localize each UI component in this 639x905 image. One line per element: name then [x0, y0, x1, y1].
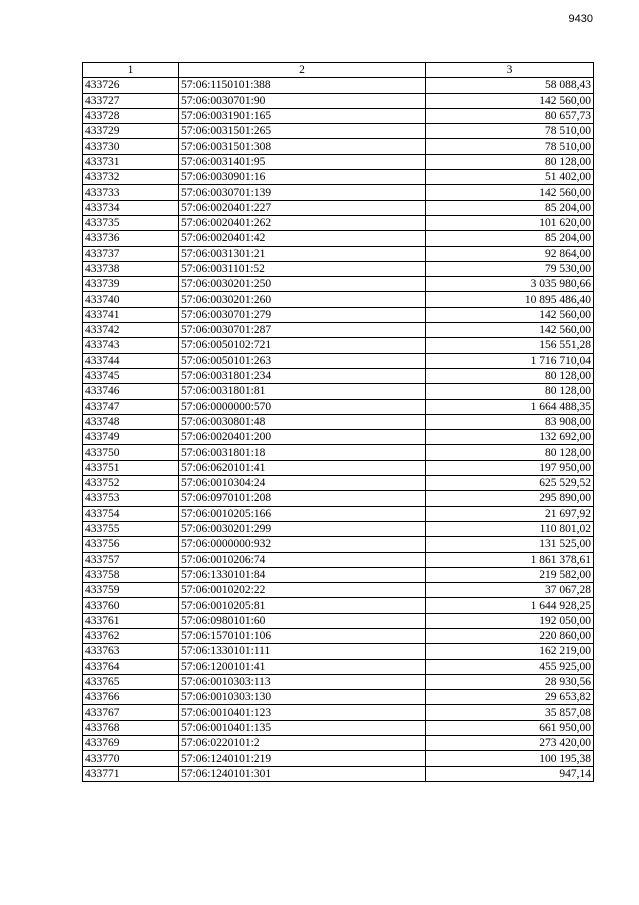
row-number-cell: 433739	[83, 277, 179, 292]
table-row	[83, 598, 594, 613]
row-number-cell: 433730	[83, 139, 179, 154]
value-cell: 85 204,00	[426, 231, 594, 246]
cadastral-number-cell: 57:06:0000000:570	[179, 399, 426, 414]
table-row	[83, 720, 594, 735]
row-number-cell: 433762	[83, 628, 179, 643]
cadastral-number-cell: 57:06:1240101:219	[179, 751, 426, 766]
value-cell: 78 510,00	[426, 124, 594, 139]
table-body	[83, 78, 594, 782]
row-number-cell: 433736	[83, 231, 179, 246]
value-cell: 273 420,00	[426, 736, 594, 751]
cadastral-number-cell: 57:06:0010205:166	[179, 506, 426, 521]
cadastral-number-cell: 57:06:0050101:263	[179, 353, 426, 368]
cadastral-number-cell: 57:06:0031401:95	[179, 154, 426, 169]
table-row	[83, 246, 594, 261]
table-row	[83, 170, 594, 185]
table-row	[83, 368, 594, 383]
row-number-cell: 433726	[83, 78, 179, 93]
value-cell: 10 895 486,40	[426, 292, 594, 307]
row-number-cell: 433731	[83, 154, 179, 169]
table-row	[83, 674, 594, 689]
value-cell: 162 219,00	[426, 644, 594, 659]
cadastral-number-cell: 57:06:0620101:41	[179, 460, 426, 475]
row-number-cell: 433734	[83, 200, 179, 215]
row-number-cell: 433732	[83, 170, 179, 185]
row-number-cell: 433735	[83, 215, 179, 230]
cadastral-number-cell: 57:06:0020401:42	[179, 231, 426, 246]
row-number-cell: 433750	[83, 445, 179, 460]
value-cell: 1 644 928,25	[426, 598, 594, 613]
cadastral-number-cell: 57:06:0010401:135	[179, 720, 426, 735]
table-row	[83, 644, 594, 659]
row-number-cell: 433756	[83, 537, 179, 552]
table-row	[83, 552, 594, 567]
table-row	[83, 185, 594, 200]
value-cell: 35 857,08	[426, 705, 594, 720]
table-row	[83, 353, 594, 368]
table-row	[83, 659, 594, 674]
row-number-cell: 433761	[83, 613, 179, 628]
cadastral-number-cell: 57:06:0030201:250	[179, 277, 426, 292]
value-cell: 37 067,28	[426, 583, 594, 598]
row-number-cell: 433748	[83, 414, 179, 429]
table-row	[83, 93, 594, 108]
table-row	[83, 231, 594, 246]
cadastral-number-cell: 57:06:0010303:113	[179, 674, 426, 689]
table-row	[83, 491, 594, 506]
row-number-cell: 433754	[83, 506, 179, 521]
row-number-cell: 433749	[83, 430, 179, 445]
value-cell: 142 560,00	[426, 307, 594, 322]
cadastral-number-cell: 57:06:0030701:287	[179, 323, 426, 338]
value-cell: 101 620,00	[426, 215, 594, 230]
value-cell: 80 128,00	[426, 384, 594, 399]
row-number-cell: 433759	[83, 583, 179, 598]
value-cell: 156 551,28	[426, 338, 594, 353]
row-number-cell: 433747	[83, 399, 179, 414]
row-number-cell: 433728	[83, 108, 179, 123]
cadastral-number-cell: 57:06:0010202:22	[179, 583, 426, 598]
value-cell: 83 908,00	[426, 414, 594, 429]
value-cell: 80 657,73	[426, 108, 594, 123]
table-row	[83, 200, 594, 215]
cadastral-number-cell: 57:06:0000000:932	[179, 537, 426, 552]
page-number: 9430	[568, 13, 593, 25]
row-number-cell: 433755	[83, 521, 179, 536]
value-cell: 1 861 378,61	[426, 552, 594, 567]
table-row	[83, 399, 594, 414]
table-row	[83, 751, 594, 766]
cadastral-number-cell: 57:06:0010304:24	[179, 476, 426, 491]
cadastral-number-cell: 57:06:1240101:301	[179, 766, 426, 781]
cadastral-number-cell: 57:06:0020401:227	[179, 200, 426, 215]
cadastral-number-cell: 57:06:0031801:234	[179, 368, 426, 383]
value-cell: 192 050,00	[426, 613, 594, 628]
table-row	[83, 690, 594, 705]
cadastral-number-cell: 57:06:0030701:279	[179, 307, 426, 322]
value-cell: 80 128,00	[426, 154, 594, 169]
value-cell: 131 525,00	[426, 537, 594, 552]
cadastral-number-cell: 57:06:0031301:21	[179, 246, 426, 261]
cadastral-number-cell: 57:06:0031901:165	[179, 108, 426, 123]
cadastral-number-cell: 57:06:0030801:48	[179, 414, 426, 429]
value-cell: 947,14	[426, 766, 594, 781]
row-number-cell: 433767	[83, 705, 179, 720]
row-number-cell: 433746	[83, 384, 179, 399]
value-cell: 58 088,43	[426, 78, 594, 93]
row-number-cell: 433763	[83, 644, 179, 659]
cadastral-number-cell: 57:06:0020401:200	[179, 430, 426, 445]
row-number-cell: 433769	[83, 736, 179, 751]
row-number-cell: 433745	[83, 368, 179, 383]
value-cell: 142 560,00	[426, 185, 594, 200]
row-number-cell: 433738	[83, 261, 179, 276]
table-row	[83, 430, 594, 445]
table-row	[83, 766, 594, 781]
row-number-cell: 433752	[83, 476, 179, 491]
table-row	[83, 307, 594, 322]
cadastral-number-cell: 57:06:0031501:308	[179, 139, 426, 154]
table-row	[83, 384, 594, 399]
value-cell: 51 402,00	[426, 170, 594, 185]
value-cell: 219 582,00	[426, 567, 594, 582]
row-number-cell: 433760	[83, 598, 179, 613]
value-cell: 197 950,00	[426, 460, 594, 475]
value-cell: 220 860,00	[426, 628, 594, 643]
table-row	[83, 537, 594, 552]
header-col-3: 3	[426, 63, 594, 78]
row-number-cell: 433727	[83, 93, 179, 108]
value-cell: 21 697,92	[426, 506, 594, 521]
row-number-cell: 433758	[83, 567, 179, 582]
cadastral-number-cell: 57:06:0031801:81	[179, 384, 426, 399]
row-number-cell: 433765	[83, 674, 179, 689]
row-number-cell: 433751	[83, 460, 179, 475]
table-row	[83, 215, 594, 230]
cadastral-number-cell: 57:06:1330101:84	[179, 567, 426, 582]
table-header	[83, 63, 594, 78]
table-row	[83, 567, 594, 582]
value-cell: 142 560,00	[426, 93, 594, 108]
header-row	[83, 63, 594, 78]
row-number-cell: 433740	[83, 292, 179, 307]
table-row	[83, 460, 594, 475]
value-cell: 3 035 980,66	[426, 277, 594, 292]
row-number-cell: 433753	[83, 491, 179, 506]
header-col-2: 2	[179, 63, 426, 78]
value-cell: 132 692,00	[426, 430, 594, 445]
table-row	[83, 292, 594, 307]
cadastral-number-cell: 57:06:0010206:74	[179, 552, 426, 567]
cadastral-number-cell: 57:06:1570101:106	[179, 628, 426, 643]
cadastral-number-cell: 57:06:1150101:388	[179, 78, 426, 93]
cadastral-number-cell: 57:06:0020401:262	[179, 215, 426, 230]
table-row	[83, 139, 594, 154]
cadastral-number-cell: 57:06:1200101:41	[179, 659, 426, 674]
row-number-cell: 433757	[83, 552, 179, 567]
cadastral-number-cell: 57:06:0010401:123	[179, 705, 426, 720]
row-number-cell: 433743	[83, 338, 179, 353]
cadastral-number-cell: 57:06:0970101:208	[179, 491, 426, 506]
cadastral-number-cell: 57:06:0220101:2	[179, 736, 426, 751]
value-cell: 661 950,00	[426, 720, 594, 735]
table-row	[83, 445, 594, 460]
table-row	[83, 338, 594, 353]
table-row	[83, 583, 594, 598]
table-row	[83, 323, 594, 338]
value-cell: 1 664 488,35	[426, 399, 594, 414]
cadastral-number-cell: 57:06:0980101:60	[179, 613, 426, 628]
cadastral-number-cell: 57:06:0030901:16	[179, 170, 426, 185]
row-number-cell: 433741	[83, 307, 179, 322]
table-row	[83, 414, 594, 429]
row-number-cell: 433742	[83, 323, 179, 338]
value-cell: 455 925,00	[426, 659, 594, 674]
table-row	[83, 124, 594, 139]
row-number-cell: 433733	[83, 185, 179, 200]
table-row	[83, 277, 594, 292]
cadastral-number-cell: 57:06:0031501:265	[179, 124, 426, 139]
row-number-cell: 433771	[83, 766, 179, 781]
table-row	[83, 506, 594, 521]
value-cell: 110 801,02	[426, 521, 594, 536]
cadastral-number-cell: 57:06:0031801:18	[179, 445, 426, 460]
cadastral-number-cell: 57:06:0050102:721	[179, 338, 426, 353]
cadastral-number-cell: 57:06:0030201:260	[179, 292, 426, 307]
value-cell: 625 529,52	[426, 476, 594, 491]
row-number-cell: 433729	[83, 124, 179, 139]
value-cell: 142 560,00	[426, 323, 594, 338]
table-row	[83, 521, 594, 536]
row-number-cell: 433770	[83, 751, 179, 766]
table-row	[83, 613, 594, 628]
table-row	[83, 78, 594, 93]
cadastral-number-cell: 57:06:0031101:52	[179, 261, 426, 276]
row-number-cell: 433768	[83, 720, 179, 735]
value-cell: 78 510,00	[426, 139, 594, 154]
cadastral-number-cell: 57:06:0010303:130	[179, 690, 426, 705]
table-row	[83, 108, 594, 123]
value-cell: 92 864,00	[426, 246, 594, 261]
cadastral-number-cell: 57:06:0030201:299	[179, 521, 426, 536]
cadastral-number-cell: 57:06:0010205:81	[179, 598, 426, 613]
value-cell: 85 204,00	[426, 200, 594, 215]
value-cell: 79 530,00	[426, 261, 594, 276]
cadastral-number-cell: 57:06:0030701:90	[179, 93, 426, 108]
row-number-cell: 433744	[83, 353, 179, 368]
cadastral-number-cell: 57:06:0030701:139	[179, 185, 426, 200]
value-cell: 28 930,56	[426, 674, 594, 689]
cadastral-number-cell: 57:06:1330101:111	[179, 644, 426, 659]
table-row	[83, 154, 594, 169]
table-row	[83, 261, 594, 276]
data-table	[82, 62, 594, 782]
value-cell: 80 128,00	[426, 445, 594, 460]
row-number-cell: 433737	[83, 246, 179, 261]
value-cell: 80 128,00	[426, 368, 594, 383]
table-row	[83, 628, 594, 643]
header-col-1: 1	[83, 63, 179, 78]
value-cell: 100 195,38	[426, 751, 594, 766]
table-row	[83, 736, 594, 751]
table-row	[83, 476, 594, 491]
row-number-cell: 433764	[83, 659, 179, 674]
row-number-cell: 433766	[83, 690, 179, 705]
value-cell: 295 890,00	[426, 491, 594, 506]
value-cell: 1 716 710,04	[426, 353, 594, 368]
table-row	[83, 705, 594, 720]
value-cell: 29 653,82	[426, 690, 594, 705]
